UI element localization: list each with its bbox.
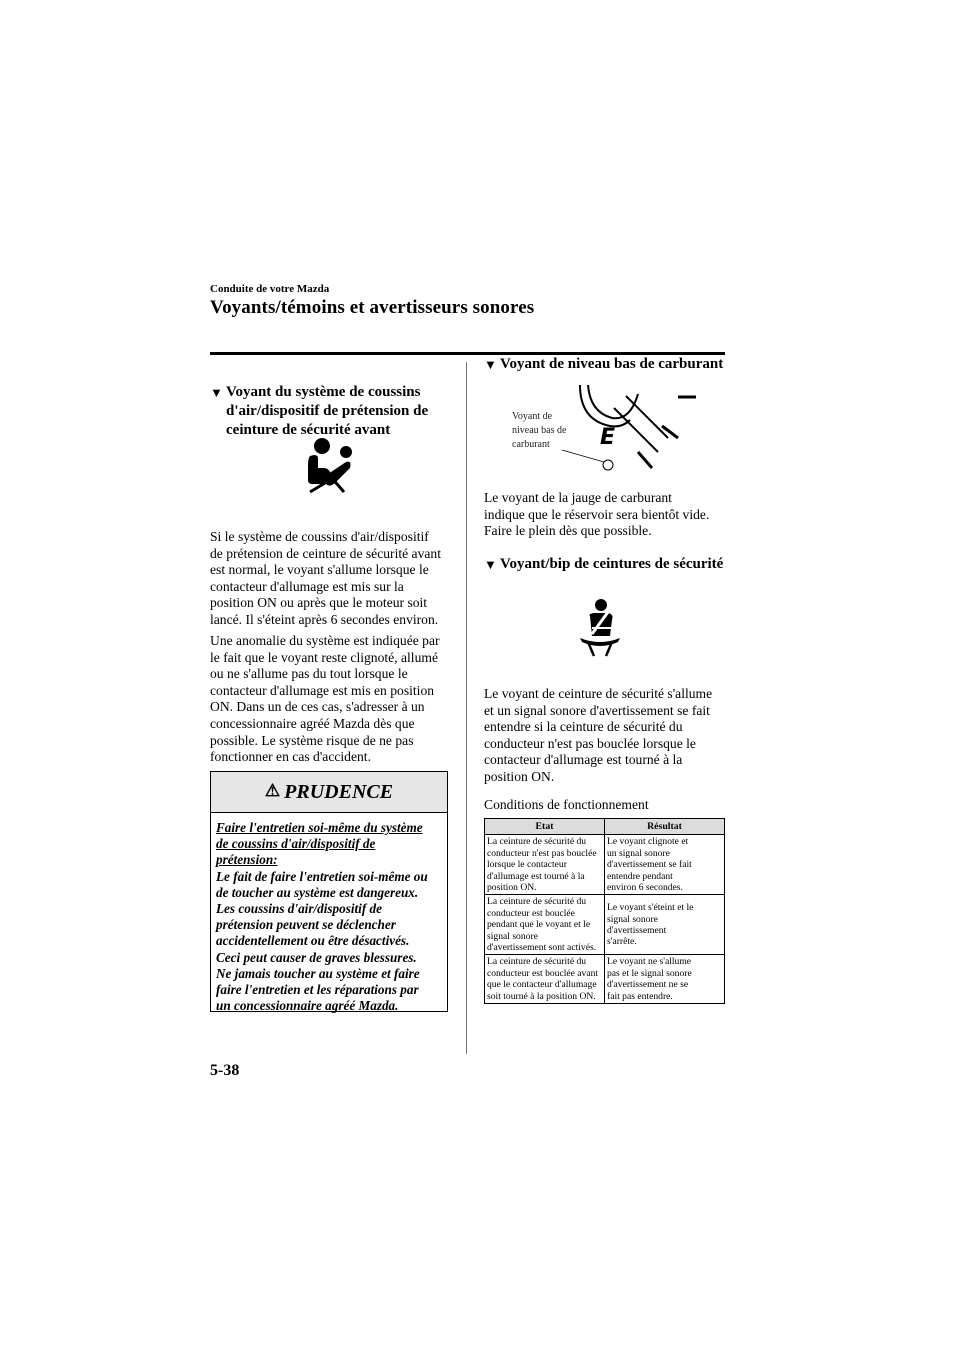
table-cell xyxy=(485,835,605,895)
caution-line: de toucher au système est dangereux. xyxy=(216,884,419,900)
caution-line: Ceci peut causer de graves blessures. xyxy=(216,949,417,965)
cell-line: un signal sonore xyxy=(607,847,670,859)
caution-header xyxy=(211,772,447,813)
column-divider xyxy=(466,362,467,1054)
text-line: contacteur d'allumage est mis sur la xyxy=(210,578,404,594)
cell-line: Le voyant ne s'allume xyxy=(607,956,692,968)
text-line: le fait que le voyant reste clignoté, allumé xyxy=(210,649,438,665)
text-line: ON. Dans un de ces cas, s'adresser à un xyxy=(210,699,425,715)
caution-line: Les coussins d'air/dispositif de xyxy=(216,901,382,917)
cell-line: signal sonore xyxy=(487,930,538,942)
text-line: lancé. Il s'éteint après 6 secondes environ. xyxy=(210,611,439,627)
cell-line: La ceinture de sécurité du xyxy=(487,896,587,908)
text-line: indique que le réservoir sera bientôt vide. xyxy=(484,506,710,522)
cell-line: entendre pendant xyxy=(607,870,673,882)
table-row xyxy=(485,835,725,895)
text-line: position ON. xyxy=(484,768,555,784)
airbag-paragraph-2 xyxy=(210,633,465,766)
cell-line: d'allumage est tourné à la xyxy=(487,870,585,882)
text-line: Faire le plein dès que possible. xyxy=(484,523,652,539)
caution-line: Ne jamais toucher au système et faire xyxy=(216,965,420,981)
text-line: concessionnaire agréé Mazda dès que xyxy=(210,715,415,731)
column-header-resultat: Résultat xyxy=(605,819,725,835)
airbag-warning-icon xyxy=(300,436,358,494)
cell-line: lorsque le contacteur xyxy=(487,859,567,871)
page-title: Voyants/témoins et avertisseurs sonores xyxy=(210,297,535,318)
text-line: de prétension de ceinture de sécurité avant xyxy=(210,545,441,561)
airbag-heading-line: Voyant du système de coussins xyxy=(226,384,421,400)
airbag-heading-line: d'air/dispositif de prétension de xyxy=(226,403,429,419)
text-line: possible. Le système risque de ne pas xyxy=(210,732,414,748)
text-line: Une anomalie du système est indiquée par xyxy=(210,633,440,648)
callout-line: carburant xyxy=(512,439,550,450)
cell-line: d'avertissement se fait xyxy=(607,859,692,871)
cell-line: position ON. xyxy=(487,882,537,894)
table-header-row xyxy=(485,819,725,835)
cell-line: conducteur n'est pas bouclée xyxy=(487,847,597,859)
text-line: Si le système de coussins d'air/dispositif xyxy=(210,529,429,544)
fuel-callout-label xyxy=(512,410,592,452)
caution-line: faire l'entretien et les réparations par xyxy=(216,982,419,998)
cell-line: Le voyant clignote et xyxy=(607,836,689,848)
triangle-bullet-icon: ▼ xyxy=(484,357,497,372)
caution-subject-line: Faire l'entretien soi-même du système xyxy=(216,820,423,835)
caution-line: accidentellement ou être désactivés. xyxy=(216,933,410,949)
callout-line: Voyant de xyxy=(512,411,553,422)
text-line: fonctionner en cas d'accident. xyxy=(210,749,371,765)
callout-line: niveau bas de xyxy=(512,425,567,436)
fuel-heading-text: Voyant de niveau bas de carburant xyxy=(500,356,724,372)
fuel-heading xyxy=(484,355,729,374)
table-cell xyxy=(605,895,725,955)
cell-line: conducteur est bouclée xyxy=(487,907,575,919)
warning-triangle-icon: ⚠ xyxy=(264,781,281,800)
caution-subject-line: prétension: xyxy=(216,852,278,868)
caution-text xyxy=(216,820,444,1014)
cell-line: signal sonore xyxy=(607,913,658,925)
text-line: conducteur n'est pas bouclée lorsque le xyxy=(484,735,696,751)
text-line: Le voyant de la jauge de carburant xyxy=(484,490,672,505)
cell-line: conducteur est bouclée avant xyxy=(487,967,599,979)
caution-line: prétension peuvent se déclencher xyxy=(216,917,396,933)
caution-line: un concessionnaire agréé Mazda. xyxy=(216,998,399,1014)
text-line: ou ne s'allume pas du tout lorsque le xyxy=(210,666,408,682)
cell-line: d'avertissement sont activés. xyxy=(487,942,597,954)
cell-line: pendant que le voyant et le xyxy=(487,919,591,931)
text-line: et un signal sonore d'avertissement se fait xyxy=(484,702,710,718)
table-row xyxy=(485,895,725,955)
fuel-paragraph xyxy=(484,490,729,540)
caution-title-text: PRUDENCE xyxy=(284,781,394,803)
caution-line: Le fait de faire l'entretien soi-même ou xyxy=(216,868,428,884)
triangle-bullet-icon: ▼ xyxy=(210,385,223,400)
cell-line: pas et le signal sonore xyxy=(607,967,692,979)
airbag-paragraph-1 xyxy=(210,529,465,629)
airbag-heading-line: ceinture de sécurité avant xyxy=(226,422,391,438)
text-line: contacteur d'allumage est tourné à la xyxy=(484,752,683,768)
section-label: Conduite de votre Mazda xyxy=(210,283,330,295)
cell-line: environ 6 secondes. xyxy=(607,882,683,894)
table-cell xyxy=(485,895,605,955)
cell-line: fait pas entendre. xyxy=(607,990,673,1002)
text-line: est normal, le voyant s'allume lorsque le xyxy=(210,562,429,578)
table-row xyxy=(485,955,725,1004)
text-line: contacteur d'allumage est mis en position xyxy=(210,682,435,698)
text-line: entendre si la ceinture de sécurité du xyxy=(484,719,683,735)
column-header-etat: Etat xyxy=(485,819,605,835)
conditions-label: Conditions de fonctionnement xyxy=(484,797,649,812)
seatbelt-paragraph xyxy=(484,686,729,786)
table-cell xyxy=(605,955,725,1004)
page-number: 5-38 xyxy=(210,1062,240,1079)
cell-line: que le contacteur d'allumage xyxy=(487,979,597,991)
seatbelt-heading xyxy=(484,555,729,574)
airbag-heading xyxy=(210,383,460,440)
caution-title xyxy=(211,781,447,804)
cell-line: d'avertissement ne se xyxy=(607,979,689,991)
cell-line: d'avertissement xyxy=(607,924,667,936)
text-line: Le voyant de ceinture de sécurité s'allume xyxy=(484,686,713,701)
triangle-bullet-icon: ▼ xyxy=(484,557,497,572)
table-cell xyxy=(605,835,725,895)
seatbelt-warning-icon xyxy=(572,598,628,658)
cell-line: Le voyant s'éteint et le xyxy=(607,902,694,914)
text-line: position ON ou après que le moteur soit xyxy=(210,595,428,611)
conditions-table xyxy=(484,818,725,1004)
seatbelt-heading-text: Voyant/bip de ceintures de sécurité xyxy=(500,556,724,572)
empty-mark-label: E xyxy=(600,425,616,450)
caution-box xyxy=(210,771,448,1012)
caution-subject-line: de coussins d'air/dispositif de xyxy=(216,836,376,852)
cell-line: s'arrête. xyxy=(607,936,637,948)
cell-line: La ceinture de sécurité du xyxy=(487,956,587,968)
cell-line: La ceinture de sécurité du xyxy=(487,836,587,848)
table-cell xyxy=(485,955,605,1004)
cell-line: soit tourné à la position ON. xyxy=(487,990,596,1002)
